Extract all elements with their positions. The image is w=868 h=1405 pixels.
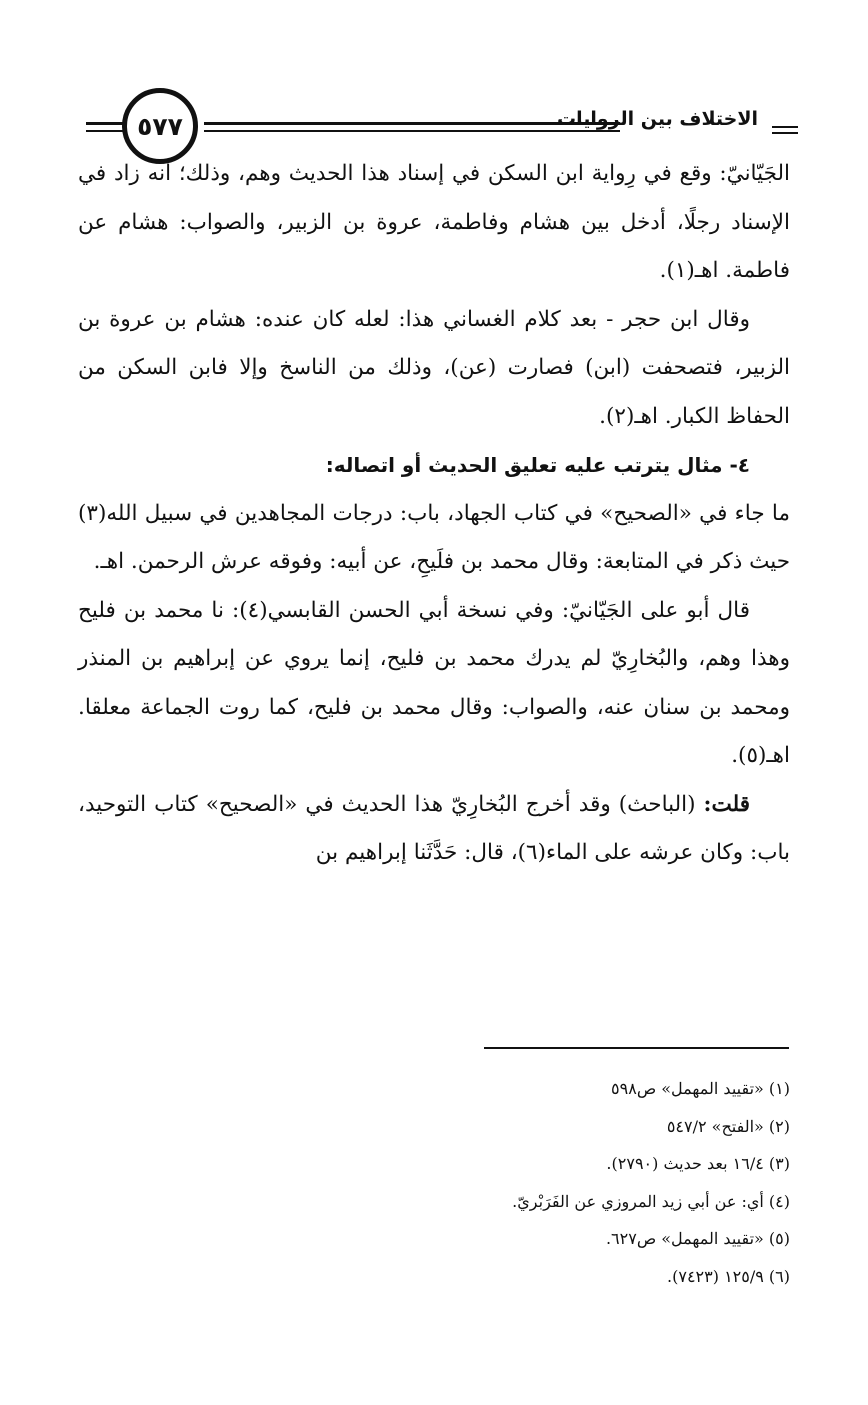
paragraph-text: وقال ابن حجر - بعد كلام الغساني هذا: لعله كان عنده: هشام بن عروة بن الزبير، فتصحفت (ابن) فصارت (عن)، وذلك من الناسخ وإلا فابن السكن من الحفاظ الكبار. اهـ(٢). — [78, 306, 790, 429]
main-text — [78, 150, 790, 878]
paragraph-text: (الباحث) وقد أخرج البُخارِيّ هذا الحديث في «الصحيح» كتاب التوحيد، باب: وكان عرشه على الماء(٦)، قال: حَدَّثَنا إبراهيم بن — [78, 791, 790, 865]
footnote: (٦) ١٢٥/٩ (٧٤٢٣). — [667, 1266, 790, 1286]
page-number: ٥٧٧ — [137, 111, 183, 141]
paragraph-text: الجَيّانيّ: وقع في رِواية ابن السكن في إسناد هذا الحديث وهم، وذلك؛ أنه زاد في الإسناد رجلًا، أدخل بين هشام وفاطمة، عروة بن الزبير، والصواب: هشام عن فاطمة. اهـ(١). — [78, 161, 790, 283]
paragraph — [78, 150, 790, 296]
section-heading: ٤- مثال يترتب عليه تعليق الحديث أو اتصاله: — [325, 453, 750, 477]
paragraph-text: ما جاء في «الصحيح» في كتاب الجهاد، باب: درجات المجاهدين في سبيل الله(٣) حيث ذكر في المتابعة: وقال محمد بن فلَيحِ، عن أبيه: وفوقه عرش الرحمن. اهـ. — [78, 500, 790, 574]
footnote-separator — [484, 1047, 789, 1049]
footnote: (٣) ١٦/٤ بعد حديث (٢٧٩٠). — [606, 1154, 790, 1173]
footnote: (٢) «الفتح» ٥٤٧/٢ — [666, 1116, 790, 1136]
paragraph — [78, 587, 790, 781]
footnote: (٥) «تقييد المهمل» ص٦٢٧. — [605, 1229, 790, 1248]
footnote: (١) «تقييد المهمل» ص٥٩٨ — [611, 1079, 790, 1098]
running-title: الاختلاف بين الروايات — [557, 108, 758, 130]
footnotes — [300, 1070, 790, 1295]
paragraph — [78, 490, 790, 587]
paragraph — [78, 296, 790, 442]
paragraph — [78, 781, 790, 878]
footnote: (٤) أي: عن أبي زيد المروزي عن الفَرَبْريّ. — [512, 1191, 790, 1211]
paragraph-lead: قلت: — [703, 791, 750, 817]
paragraph-text: قال أبو على الجَيّانيّ: وفي نسخة أبي الحسن القابسي(٤): نا محمد بن فليح وهذا وهم، والبُخارِيّ لم يدرك محمد بن فليح، إنما يروي عن إبراهيم بن المنذر ومحمد بن سنان عنه، والصواب: وقال محمد بن فليح، كما روت الجماعة معلقا. اهـ(٥). — [78, 597, 790, 768]
header-rule-right — [772, 126, 798, 134]
